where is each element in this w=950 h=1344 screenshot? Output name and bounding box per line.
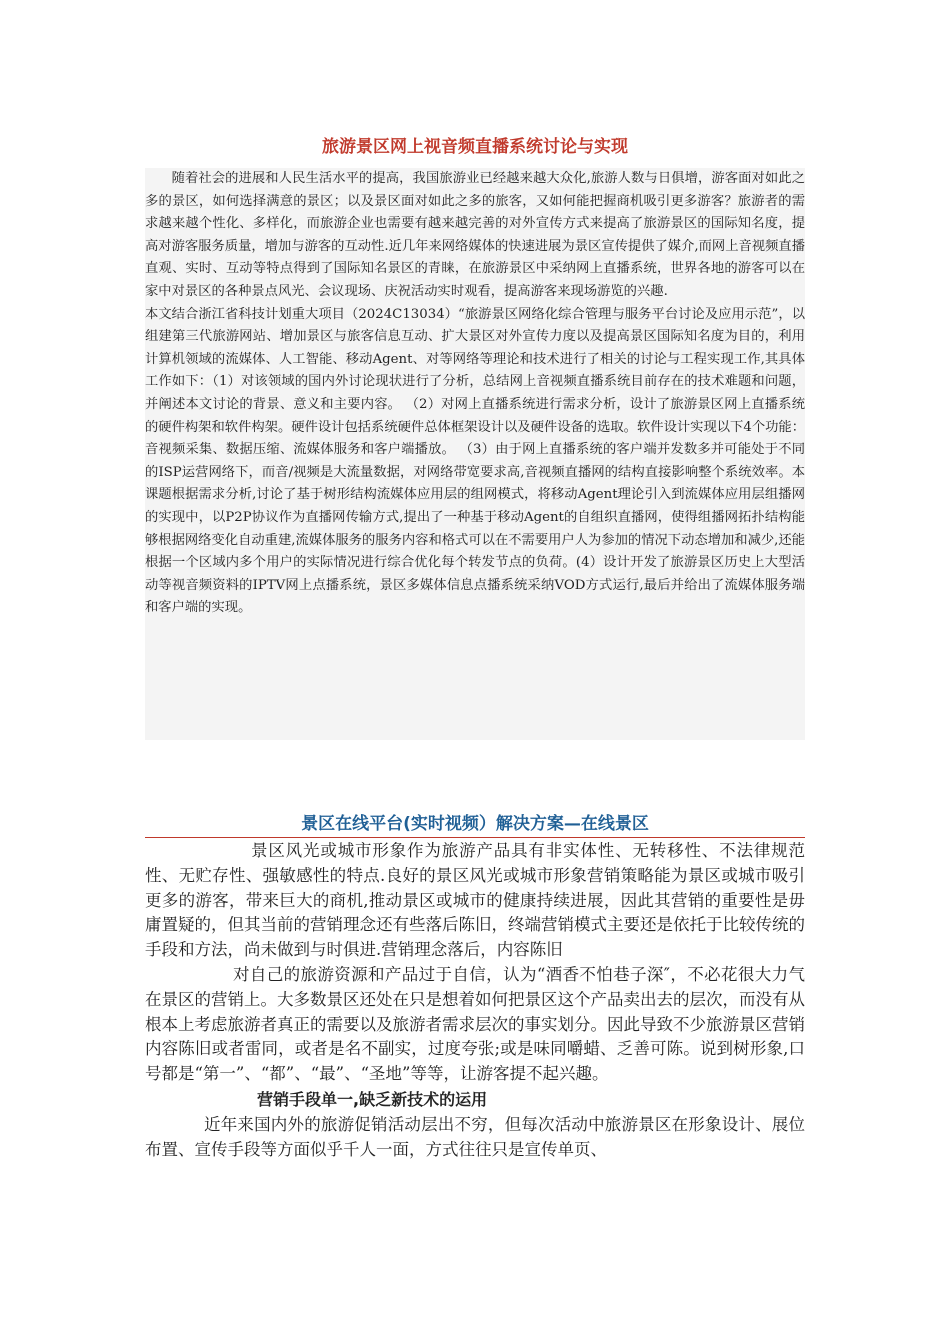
section2-title: 景区在线平台(实时视频）解决方案—在线景区 [301,814,649,834]
title-underline [145,837,805,838]
section2-paragraph-1: 景区风光或城市形象作为旅游产品具有非实体性、无转移性、不法律规范性、无贮存性、强敏感性的特点.良好的景区风光或城市形象营销策略能为景区或城市吸引更多的游客，带来巨大的商机,推动景区或城市的健康持续进展，因此其营销的重要性是毋庸置疑的，但其当前的营销理念还有些落后陈旧，终端营销模式主要还是依托于比较传统的手段和方法，尚未做到与时俱进.营销理念落后，内容陈旧 [145,841,805,960]
abstract-paragraph-1: 随着社会的进展和人民生活水平的提高，我国旅游业已经越来越大众化,旅游人数与日俱增，游客面对如此之多的景区，如何选择满意的景区；以及景区面对如此之多的旅客，又如何能把握商机吸引更多游客？旅游者的需求越来越个性化、多样化，而旅游企业也需要有越来越完善的对外宣传方式来提高了旅游景区的国际知名度，提高对游客服务质量，增加与游客的互动性.近几年来网络媒体的快速进展为景区宣传提供了媒介,而网上音视频直播直观、实时、互动等特点得到了国际知名景区的青睐，在旅游景区中采纳网上直播系统，世界各地的游客可以在家中对景区的各种景点风光、会议现场、庆祝活动实时观看，提高游客来现场游览的兴趣. [145,171,805,299]
section2-paragraph-2: 对自己的旅游资源和产品过于自信，认为“酒香不怕巷子深″，不必花很大力气在景区的营销上。大多数景区还处在只是想着如何把景区这个产品卖出去的层次，而没有从根本上考虑旅游者真正的需要以及旅游者需求层次的事实划分。因此导致不少旅游景区营销内容陈旧或者雷同，或者是名不副实，过度夸张;或是味同嚼蜡、乏善可陈。说到树形象,口号都是“第一”、“都”、“最”、“圣地”等等，让游客提不起兴趣。 [145,964,805,1084]
abstract-box [145,168,805,740]
abstract-paragraph-2: 本文结合浙江省科技计划重大项目（2024C13034）“旅游景区网络化综合管理与服务平台讨论及应用示范”，以组建第三代旅游网站、增加景区与旅客信息互动、扩大景区对外宣传力度以及提高景区国际知名度为目的，利用计算机领域的流媒体、人工智能、移动Agent、对等网络等理论和技术进行了相关的讨论与工程实现工作,其具体工作如下：（1）对该领域的国内外讨论现状进行了分析，总结网上音视频直播系统目前存在的技术难题和问题，并阐述本文讨论的背景、意义和主要内容。 （2）对网上直播系统进行需求分析，设计了旅游景区网上直播系统的硬件构架和软件构架。硬件设计包括系统硬件总体框架设计以及硬件设备的选取。软件设计实现以下4个功能：音视频采集、数据压缩、流媒体服务和客户端播放。 （3）由于网上直播系统的客户端并发数多并可能处于不同的ISP运营网络下，而音/视频是大流量数据，对网络带宽要求高,音视频直播网的结构直接影响整个系统效率。本课题根据需求分析,讨论了基于树形结构流媒体应用层的组网模式，将移动Agent理论引入到流媒体应用层组播网的实现中，以P2P协议作为直播网传输方式,提出了一种基于移动Agent的自组织直播网，使得组播网拓扑结构能够根据网络变化自动重建,流媒体服务的服务内容和格式可以在不需要用户人为参加的情况下动态增加和减少,还能根据一个区域内多个用户的实际情况进行综合优化每个转发节点的负荷。(4）设计开发了旅游景区历史上大型活动等视音频资料的IPTV网上点播系统，景区多媒体信息点播系统采纳VOD方式运行,最后并给出了流媒体服务端和客户端的实现。 [145,306,806,616]
section2-paragraph-3: 近年来国内外的旅游促销活动层出不穷，但每次活动中旅游景区在形象设计、展位布置、宣传手段等方面似乎千人一面，方式往往只是宣传单页、 [145,1114,805,1159]
section1-title: 旅游景区网上视音频直播系统讨论与实现 [322,137,628,157]
section2-body [145,839,805,1163]
section2-subheading: 营销手段单一,缺乏新技术的运用 [257,1089,488,1109]
